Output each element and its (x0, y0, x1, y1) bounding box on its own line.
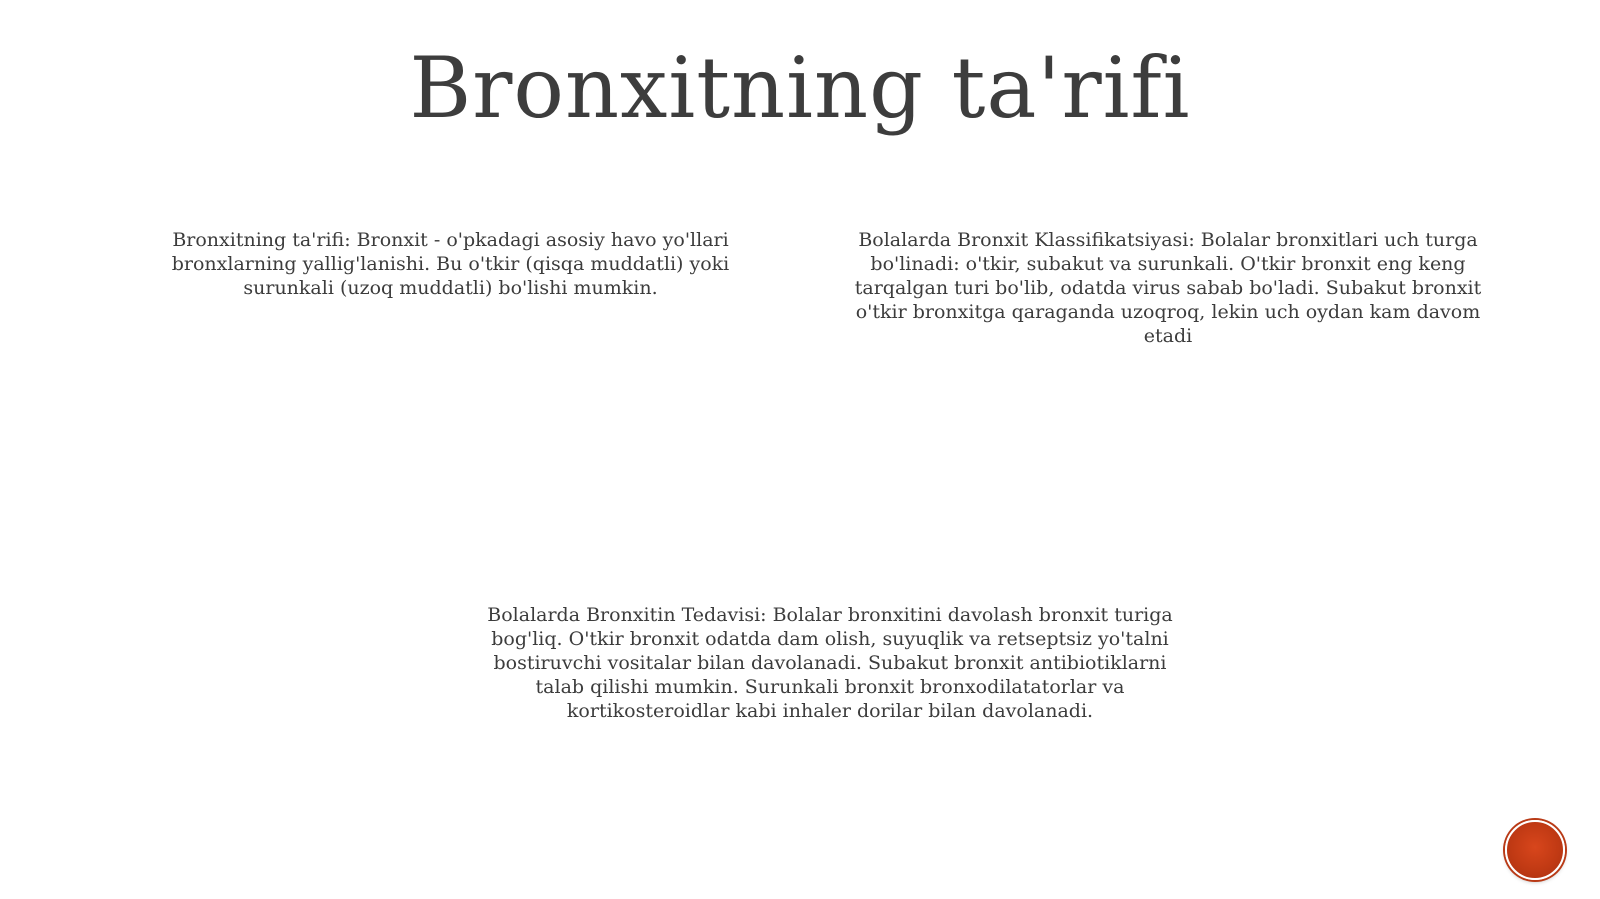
classification-text: Bolalarda Bronxit Klassifikatsiyasi: Bolalar bronxitlari uch turga bo'linadi: o'tkir, subakut va surunkali. O'tkir bronxit eng keng tarqalgan turi bo'lib, odatda virus sabab bo'ladi. Subakut bronxit o'tkir bronxitga qaraganda uzoqroq, lekin uch oydan kam davom etadi (854, 229, 1482, 347)
treatment-text: Bolalarda Bronxitin Tedavisi: Bolalar bronxitini davolash bronxit turiga bog'liq. O'tkir bronxit odatda dam olish, suyuqlik va retseptsiz yo'talni bostiruvchi vositalar bilan davolanadi. Subakut bronxit antibiotiklarni talab qilishi mumkin. Surunkali bronxit bronxodilatatorlar va kortikosteroidlar kabi inhaler dorilar bilan davolanadi. (487, 604, 1173, 722)
definition-text: Bronxitning ta'rifi: Bronxit - o'pkadagi asosiy havo yo'llari bronxlarning yallig'lanishi. Bu o'tkir (qisqa muddatli) yoki surunkali (uzoq muddatli) bo'lishi mumkin. (171, 229, 730, 299)
slide-title: Bronxitning ta'rifi (409, 39, 1191, 137)
next-slide-button[interactable] (1505, 820, 1565, 880)
